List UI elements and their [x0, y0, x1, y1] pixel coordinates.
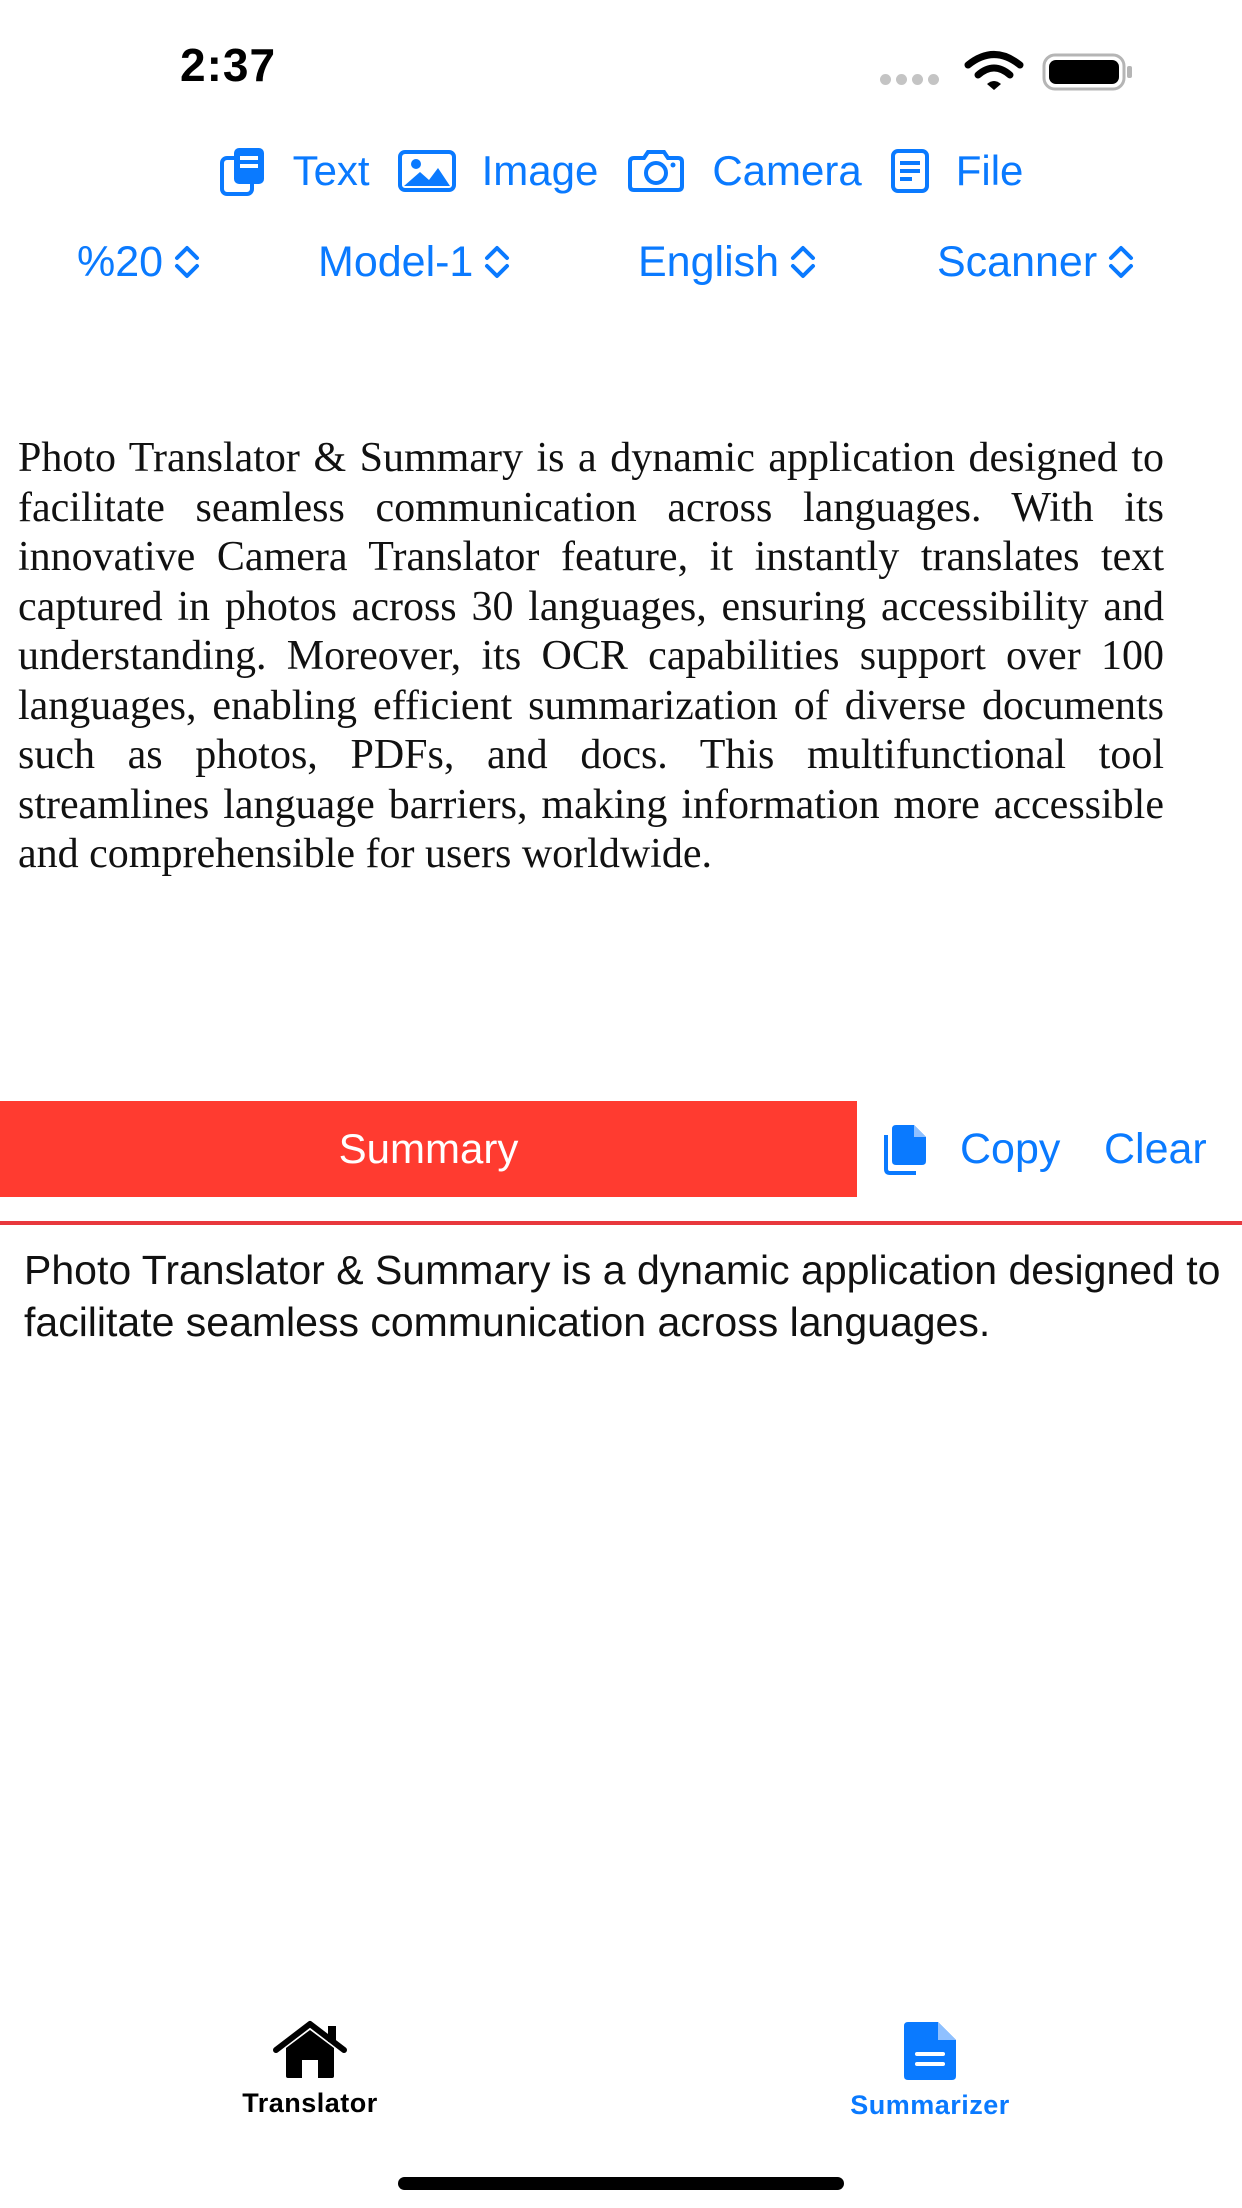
divider	[0, 1221, 1242, 1225]
copy-button[interactable]	[882, 1118, 1060, 1180]
status-time: 2:37	[180, 39, 277, 91]
photo-icon	[398, 150, 456, 192]
source-file-button[interactable]	[890, 147, 1024, 195]
cellular-signal-icon	[880, 72, 944, 86]
summary-output: Photo Translator & Summary is a dynamic application designed to facilitate seamless communication across languages.	[24, 1247, 1221, 1345]
doc-on-clipboard-icon	[219, 146, 267, 196]
source-camera-label: Camera	[712, 147, 862, 194]
input-source-bar	[0, 136, 1242, 206]
source-file-label: File	[955, 147, 1024, 194]
source-text-button[interactable]	[219, 146, 370, 196]
language-picker-value: English	[638, 237, 780, 286]
chevron-up-down-icon	[789, 244, 817, 280]
doc-text-icon	[900, 2020, 960, 2082]
tab-translator[interactable]	[238, 2020, 382, 2119]
document-icon	[890, 148, 930, 194]
source-image-button[interactable]	[398, 147, 599, 195]
source-camera-button[interactable]	[626, 147, 861, 195]
tab-translator-label: Translator	[242, 2088, 378, 2118]
camera-icon	[626, 150, 686, 192]
mode-picker[interactable]	[937, 232, 1135, 292]
source-text-label: Text	[292, 147, 370, 194]
language-picker[interactable]	[638, 232, 817, 292]
model-picker-value: Model-1	[318, 237, 474, 286]
chevron-up-down-icon	[173, 244, 201, 280]
house-icon	[270, 2020, 350, 2080]
battery-icon	[1042, 52, 1134, 92]
summary-button[interactable]: Summary	[0, 1101, 857, 1197]
copy-icon	[882, 1123, 932, 1175]
home-indicator	[398, 2177, 844, 2190]
tab-summarizer-label: Summarizer	[850, 2090, 1010, 2120]
wifi-icon	[964, 50, 1024, 92]
ratio-picker-value: %20	[77, 237, 164, 286]
tab-summarizer[interactable]	[845, 2020, 1015, 2121]
clear-button[interactable]: Clear	[1104, 1124, 1207, 1173]
chevron-up-down-icon	[483, 244, 511, 280]
source-image-label: Image	[481, 147, 599, 194]
mode-picker-value: Scanner	[937, 237, 1098, 286]
ratio-picker[interactable]	[77, 232, 201, 292]
copy-label: Copy	[960, 1124, 1061, 1173]
chevron-up-down-icon	[1107, 244, 1135, 280]
model-picker[interactable]	[318, 232, 511, 292]
scanned-text-preview: Photo Translator & Summary is a dynamic application designed to facilitate seamless communication across languages. With its innovative Camera Translator feature, it instantly translates text captured in photos across 30 languages, ensuring accessibility and understanding. Moreover, its OCR capabilities support over 100 languages, enabling efficient summarization of diverse documents such as photos, PDFs, and docs. This multifunctional tool streamlines language barriers, making information more accessible and comprehensible for users worldwide.	[18, 435, 1164, 877]
